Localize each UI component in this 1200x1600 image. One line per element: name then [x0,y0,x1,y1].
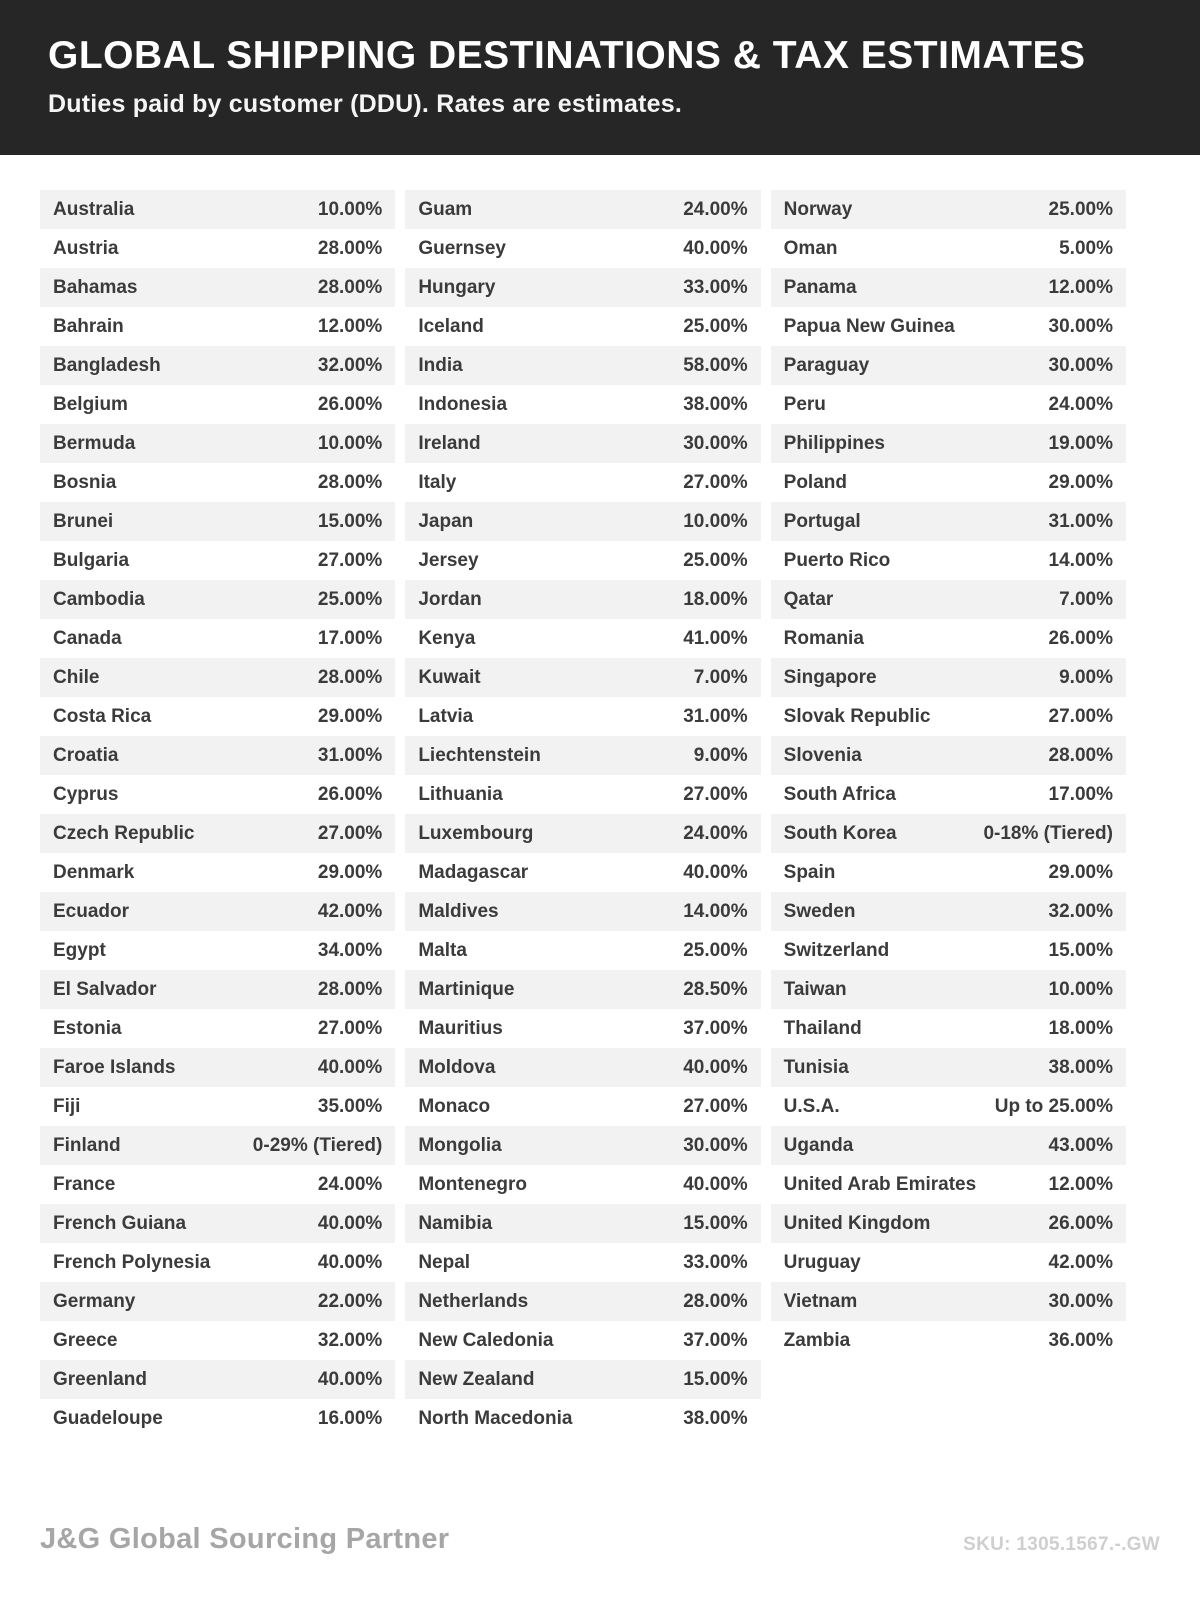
country-name: Lithuania [418,783,503,805]
rate-value: 29.00% [1048,861,1113,883]
rate-value: 28.50% [683,978,748,1000]
country-name: Greece [53,1329,118,1351]
rate-value: 27.00% [317,822,383,844]
country-name: Slovak Republic [783,705,931,727]
rate-value: 40.00% [317,1212,383,1234]
country-name: Namibia [418,1212,493,1234]
rate-value: 15.00% [683,1368,748,1390]
sku-text: SKU: 1305.1567.-.GW [963,1534,1160,1555]
rate-value: 32.00% [1048,900,1113,922]
rate-value: 58.00% [683,354,748,376]
table-row [405,1048,760,1087]
table-row [40,229,395,268]
rate-value: 40.00% [317,1368,383,1390]
table-row [771,1282,1126,1321]
country-name: South Korea [783,822,897,844]
page-subtitle: Duties paid by customer (DDU). Rates are estimates. [48,90,683,118]
rate-value: 26.00% [317,783,383,805]
country-name: Belgium [53,393,128,415]
table-row [40,190,395,229]
table-row [771,970,1126,1009]
rate-value: 28.00% [317,666,383,688]
table-row [40,853,395,892]
table-row [40,970,395,1009]
country-name: Zambia [783,1329,851,1351]
table-row [771,1048,1126,1087]
country-name: Bermuda [53,432,136,454]
country-name: Uruguay [783,1251,861,1273]
rate-value: 15.00% [683,1212,748,1234]
rate-value: 27.00% [683,783,748,805]
table-row [405,229,760,268]
country-name: Guernsey [418,237,506,259]
country-name: Nepal [418,1251,471,1273]
country-name: Guadeloupe [53,1407,163,1429]
table-row [405,1165,760,1204]
table-row [771,775,1126,814]
rate-value: 10.00% [1048,978,1113,1000]
rate-value: 26.00% [1048,627,1113,649]
table-row [405,814,760,853]
table-row [771,1165,1126,1204]
country-name: Ireland [418,432,481,454]
country-name: Bahamas [53,276,138,298]
rate-value: 15.00% [317,510,383,532]
country-name: Indonesia [418,393,508,415]
rates-table [0,155,1200,1438]
country-name: Greenland [53,1368,147,1390]
rate-value: 38.00% [683,1407,748,1429]
country-name: South Africa [783,783,896,805]
rate-value: 36.00% [1048,1329,1113,1351]
rate-value: 12.00% [317,315,383,337]
country-name: Kenya [418,627,476,649]
table-row [405,1321,760,1360]
country-name: Costa Rica [53,705,152,727]
country-name: French Guiana [53,1212,187,1234]
rates-column-3 [771,190,1126,1438]
table-row [40,1243,395,1282]
table-row [40,892,395,931]
country-name: Australia [53,198,135,220]
table-row [40,424,395,463]
table-row [405,307,760,346]
country-name: Luxembourg [418,822,534,844]
country-name: United Kingdom [783,1212,931,1234]
country-name: Papua New Guinea [783,315,955,337]
country-name: Netherlands [418,1290,529,1312]
table-row [40,1165,395,1204]
table-row [771,1321,1126,1360]
table-row [771,1126,1126,1165]
country-name: Monaco [418,1095,491,1117]
table-row [405,268,760,307]
country-name: Fiji [53,1095,81,1117]
rate-value: 32.00% [317,354,383,376]
rate-value: 40.00% [683,237,748,259]
table-row [40,307,395,346]
header [0,0,1200,155]
rate-value: 18.00% [683,588,748,610]
table-row [40,1399,395,1438]
table-row [771,307,1126,346]
country-name: Jersey [418,549,479,571]
country-name: Philippines [783,432,886,454]
rate-value: 41.00% [683,627,748,649]
rate-value: 31.00% [1048,510,1113,532]
rate-value: 42.00% [317,900,383,922]
country-name: Montenegro [418,1173,528,1195]
country-name: Panama [783,276,857,298]
table-row [405,775,760,814]
country-name: Latvia [418,705,474,727]
rate-value: 34.00% [317,939,383,961]
rate-value: 24.00% [1048,393,1113,415]
rate-value: 28.00% [683,1290,748,1312]
table-row [771,502,1126,541]
table-row [771,658,1126,697]
rate-value: 9.00% [693,744,748,766]
rate-value: 40.00% [317,1056,383,1078]
rate-value: 17.00% [317,627,383,649]
country-name: Denmark [53,861,135,883]
country-name: Martinique [418,978,515,1000]
table-row [405,1009,760,1048]
table-row [40,385,395,424]
table-row [771,892,1126,931]
rate-value: 10.00% [683,510,748,532]
table-row [771,346,1126,385]
country-name: Uganda [783,1134,854,1156]
country-name: Finland [53,1134,121,1156]
rate-value: Up to 25.00% [994,1095,1113,1117]
rates-column-2 [405,190,760,1438]
table-row [771,541,1126,580]
table-row [405,1126,760,1165]
rate-value: 27.00% [683,471,748,493]
country-name: Egypt [53,939,106,961]
country-name: Switzerland [783,939,890,961]
rate-value: 7.00% [693,666,748,688]
country-name: Bahrain [53,315,124,337]
rate-value: 28.00% [1048,744,1113,766]
country-name: Thailand [783,1017,862,1039]
rates-column-1 [40,190,395,1438]
table-row [405,1399,760,1438]
table-row [405,424,760,463]
rate-value: 43.00% [1048,1134,1113,1156]
country-name: Poland [783,471,847,493]
rate-value: 7.00% [1059,588,1113,610]
table-row [771,619,1126,658]
country-name: Taiwan [783,978,847,1000]
rate-value: 28.00% [317,978,383,1000]
rate-value: 38.00% [1048,1056,1113,1078]
table-row [40,736,395,775]
country-name: Guam [418,198,473,220]
country-name: U.S.A. [783,1095,840,1117]
country-name: Faroe Islands [53,1056,176,1078]
table-row [771,1009,1126,1048]
page-title: GLOBAL SHIPPING DESTINATIONS & TAX ESTIMATES [48,34,1086,77]
country-name: Peru [783,393,826,415]
table-row [405,931,760,970]
rate-value: 14.00% [683,900,748,922]
rate-value: 30.00% [683,1134,748,1156]
rate-value: 10.00% [317,198,383,220]
rate-value: 28.00% [317,471,383,493]
country-name: French Polynesia [53,1251,211,1273]
table-row [40,814,395,853]
country-name: Mauritius [418,1017,503,1039]
rate-value: 33.00% [683,1251,748,1273]
rate-value: 38.00% [683,393,748,415]
rate-value: 0-18% (Tiered) [983,822,1113,844]
table-row [405,580,760,619]
country-name: Singapore [783,666,877,688]
table-row [771,424,1126,463]
table-row [405,853,760,892]
country-name: Norway [783,198,853,220]
table-row [405,1243,760,1282]
country-name: Liechtenstein [418,744,541,766]
table-row [405,385,760,424]
brand-text: J&G Global Sourcing Partner [40,1523,450,1555]
rate-value: 25.00% [683,549,748,571]
rate-value: 12.00% [1048,276,1113,298]
table-row [40,658,395,697]
rate-value: 22.00% [317,1290,383,1312]
table-row [771,736,1126,775]
rate-value: 25.00% [683,939,748,961]
country-name: Jordan [418,588,482,610]
country-name: Cyprus [53,783,119,805]
rate-value: 14.00% [1048,549,1113,571]
rate-value: 32.00% [317,1329,383,1351]
rate-value: 30.00% [1048,1290,1113,1312]
table-row [405,1087,760,1126]
rate-value: 25.00% [683,315,748,337]
country-name: Bangladesh [53,354,161,376]
table-row [771,853,1126,892]
table-row [40,1009,395,1048]
country-name: Iceland [418,315,484,337]
table-row [405,697,760,736]
rate-value: 40.00% [683,1173,748,1195]
rate-value: 0-29% (Tiered) [252,1134,383,1156]
table-row [40,1321,395,1360]
rate-value: 40.00% [317,1251,383,1273]
table-row [40,1282,395,1321]
table-row [405,736,760,775]
table-row [405,1204,760,1243]
table-row [40,463,395,502]
table-row [771,190,1126,229]
rate-value: 15.00% [1048,939,1113,961]
country-name: Paraguay [783,354,870,376]
rate-value: 26.00% [1048,1212,1113,1234]
rate-value: 35.00% [317,1095,383,1117]
rate-value: 29.00% [317,705,383,727]
country-name: Kuwait [418,666,481,688]
table-row [40,931,395,970]
table-row [405,1282,760,1321]
country-name: Hungary [418,276,496,298]
rate-value: 31.00% [317,744,383,766]
table-row [771,463,1126,502]
rate-value: 24.00% [683,822,748,844]
country-name: Chile [53,666,100,688]
rate-value: 42.00% [1048,1251,1113,1273]
table-row [405,1360,760,1399]
country-name: Bulgaria [53,549,130,571]
table-row [771,229,1126,268]
table-row [40,619,395,658]
table-row [405,463,760,502]
rate-value: 27.00% [1048,705,1113,727]
rate-value: 28.00% [317,237,383,259]
table-row [405,541,760,580]
country-name: Croatia [53,744,119,766]
table-row [771,385,1126,424]
table-row [405,658,760,697]
rate-value: 16.00% [317,1407,383,1429]
rate-value: 37.00% [683,1329,748,1351]
rate-value: 30.00% [1048,315,1113,337]
rate-value: 33.00% [683,276,748,298]
country-name: Germany [53,1290,136,1312]
table-row [405,619,760,658]
country-name: Oman [783,237,838,259]
country-name: Canada [53,627,122,649]
rate-value: 12.00% [1048,1173,1113,1195]
country-name: Mongolia [418,1134,502,1156]
rate-value: 29.00% [317,861,383,883]
rate-value: 27.00% [317,549,383,571]
table-row [405,892,760,931]
country-name: Moldova [418,1056,496,1078]
country-name: New Zealand [418,1368,535,1390]
country-name: Italy [418,471,457,493]
table-row [40,346,395,385]
table-row [771,268,1126,307]
rate-value: 40.00% [683,1056,748,1078]
rate-value: 30.00% [683,432,748,454]
rate-value: 40.00% [683,861,748,883]
table-row [771,1204,1126,1243]
footer [0,1523,1200,1556]
rate-value: 25.00% [317,588,383,610]
country-name: North Macedonia [418,1407,573,1429]
rate-value: 10.00% [317,432,383,454]
country-name: Madagascar [418,861,529,883]
country-name: Brunei [53,510,114,532]
table-row [771,1243,1126,1282]
table-row [40,541,395,580]
rate-value: 24.00% [317,1173,383,1195]
country-name: Czech Republic [53,822,195,844]
country-name: Portugal [783,510,861,532]
country-name: Austria [53,237,119,259]
rate-value: 28.00% [317,276,383,298]
country-name: Japan [418,510,474,532]
country-name: Estonia [53,1017,122,1039]
country-name: Spain [783,861,836,883]
country-name: Qatar [783,588,834,610]
table-row [40,697,395,736]
table-row [405,346,760,385]
rate-value: 30.00% [1048,354,1113,376]
table-row [40,268,395,307]
table-row [405,190,760,229]
table-row [771,814,1126,853]
rate-value: 24.00% [683,198,748,220]
table-row [405,970,760,1009]
country-name: Slovenia [783,744,862,766]
rate-value: 9.00% [1059,666,1113,688]
table-row [771,931,1126,970]
country-name: India [418,354,463,376]
country-name: Vietnam [783,1290,858,1312]
country-name: Maldives [418,900,499,922]
table-row [40,1087,395,1126]
rate-value: 26.00% [317,393,383,415]
rate-value: 29.00% [1048,471,1113,493]
table-row [405,502,760,541]
country-name: El Salvador [53,978,157,1000]
rate-value: 5.00% [1059,237,1113,259]
table-row [40,502,395,541]
rate-value: 19.00% [1048,432,1113,454]
table-row [771,1087,1126,1126]
table-row [40,1048,395,1087]
country-name: Bosnia [53,471,117,493]
country-name: Romania [783,627,864,649]
rate-value: 27.00% [317,1017,383,1039]
rate-value: 31.00% [683,705,748,727]
table-row [771,580,1126,619]
country-name: Malta [418,939,467,961]
country-name: Ecuador [53,900,130,922]
table-row [40,1204,395,1243]
rate-value: 18.00% [1048,1017,1113,1039]
table-row [40,775,395,814]
table-row [40,580,395,619]
rate-value: 17.00% [1048,783,1113,805]
table-row [40,1126,395,1165]
country-name: France [53,1173,116,1195]
rate-value: 25.00% [1048,198,1113,220]
rate-value: 37.00% [683,1017,748,1039]
country-name: Cambodia [53,588,145,610]
country-name: Sweden [783,900,856,922]
rate-value: 27.00% [683,1095,748,1117]
table-row [771,697,1126,736]
country-name: Puerto Rico [783,549,891,571]
country-name: Tunisia [783,1056,849,1078]
country-name: United Arab Emirates [783,1173,977,1195]
country-name: New Caledonia [418,1329,554,1351]
table-row [40,1360,395,1399]
